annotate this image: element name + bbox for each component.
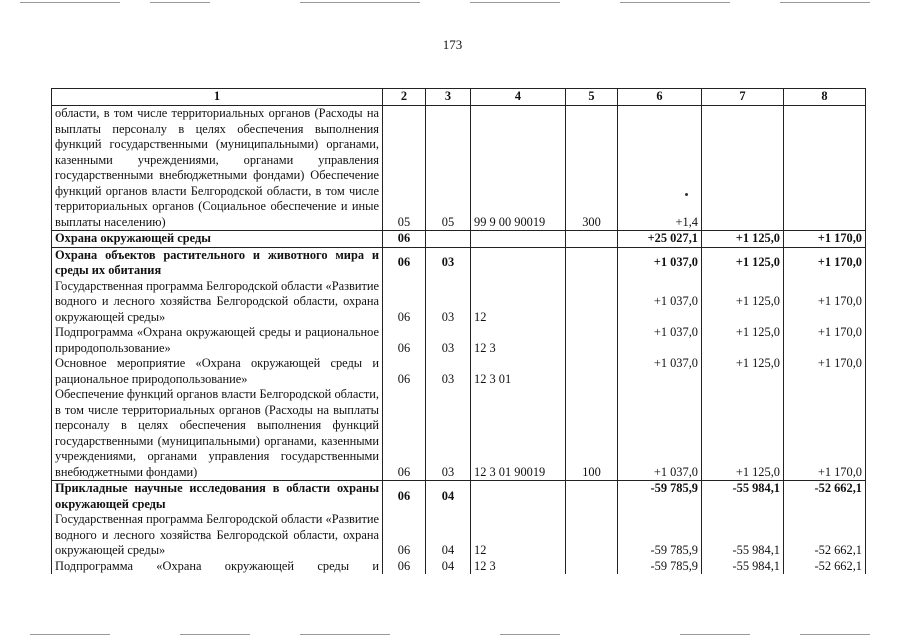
table-row xyxy=(52,279,866,326)
table-row xyxy=(52,356,866,387)
cell-expense-type xyxy=(566,279,618,326)
col-header-5: 5 xyxy=(566,89,618,106)
cell-section: 06 xyxy=(383,279,426,326)
col-header-7: 7 xyxy=(702,89,784,106)
cell-amount-1: +1 037,0 xyxy=(618,325,702,356)
cell-expense-type xyxy=(566,325,618,356)
table-row xyxy=(52,106,866,231)
row-description: Подпрограмма «Охрана окружающей среды и рациональное природопользование» xyxy=(52,325,383,356)
cell-subsection: 03 xyxy=(426,356,471,387)
cell-amount-3: +1 170,0 xyxy=(784,231,866,248)
row-description: Охрана окружающей среды xyxy=(52,231,383,248)
cell-amount-2: -55 984,1 xyxy=(702,481,784,513)
table-row xyxy=(52,325,866,356)
cell-target-article: 12 3 01 90019 xyxy=(471,387,566,481)
cell-expense-type xyxy=(566,481,618,513)
cell-amount-1: +1 037,0 xyxy=(618,279,702,326)
cell-amount-1: +1 037,0 xyxy=(618,247,702,279)
cell-amount-2: +1 125,0 xyxy=(702,231,784,248)
table-row xyxy=(52,387,866,481)
cell-expense-type xyxy=(566,559,618,575)
col-header-8: 8 xyxy=(784,89,866,106)
scan-speck xyxy=(685,193,688,196)
cell-expense-type: 300 xyxy=(566,106,618,231)
cell-amount-3: +1 170,0 xyxy=(784,279,866,326)
cell-amount-2: -55 984,1 xyxy=(702,559,784,575)
cell-section: 06 xyxy=(383,356,426,387)
scan-artifact-bottom xyxy=(0,634,905,636)
cell-section: 06 xyxy=(383,231,426,248)
cell-amount-2: -55 984,1 xyxy=(702,512,784,559)
table-row xyxy=(52,559,866,575)
cell-section: 05 xyxy=(383,106,426,231)
cell-section: 06 xyxy=(383,559,426,575)
scan-artifact-top xyxy=(0,2,905,4)
row-description: области, в том числе территориальных органов (Расходы на выплаты персоналу в целях обеспечения выполнения функций государственными (муниципальными) органами, казенными учреждениями, органами управления государственными внебюджетными фондами) Обеспечение функций органов власти Белгородской области, в том числе территориальных органов (Социальное обеспечение и иные выплаты населению) xyxy=(52,106,383,231)
col-header-6: 6 xyxy=(618,89,702,106)
cell-expense-type xyxy=(566,512,618,559)
cell-target-article: 99 9 00 90019 xyxy=(471,106,566,231)
cell-amount-1: +1 037,0 xyxy=(618,356,702,387)
cell-amount-1: +1,4 xyxy=(618,106,702,231)
table-row xyxy=(52,481,866,513)
cell-amount-2: +1 125,0 xyxy=(702,247,784,279)
cell-section: 06 xyxy=(383,247,426,279)
cell-target-article: 12 3 01 xyxy=(471,356,566,387)
cell-subsection: 03 xyxy=(426,325,471,356)
row-description: Подпрограмма «Охрана окружающей среды и xyxy=(52,559,383,575)
cell-expense-type: 100 xyxy=(566,387,618,481)
cell-amount-2: +1 125,0 xyxy=(702,325,784,356)
col-header-4: 4 xyxy=(471,89,566,106)
cell-section: 06 xyxy=(383,481,426,513)
cell-subsection: 04 xyxy=(426,559,471,575)
cell-amount-3: -52 662,1 xyxy=(784,481,866,513)
page-number: 173 xyxy=(442,37,463,52)
cell-amount-3: +1 170,0 xyxy=(784,325,866,356)
row-description: Основное мероприятие «Охрана окружающей среды и рациональное природопользование» xyxy=(52,356,383,387)
cell-amount-3: +1 170,0 xyxy=(784,247,866,279)
cell-section: 06 xyxy=(383,387,426,481)
cell-expense-type xyxy=(566,247,618,279)
row-description: Обеспечение функций органов власти Белгородской области, в том числе территориальных органов (Расходы на выплаты персоналу в целях обеспечения выполнения функций государственными (муниципальными) органами, казенными учреждениями, органами управления государственными внебюджетными фондами) xyxy=(52,387,383,481)
cell-amount-2: +1 125,0 xyxy=(702,356,784,387)
table-row xyxy=(52,512,866,559)
cell-expense-type xyxy=(566,231,618,248)
budget-table xyxy=(51,88,866,574)
row-description: Прикладные научные исследования в области охраны окружающей среды xyxy=(52,481,383,513)
table-row xyxy=(52,231,866,248)
table-row xyxy=(52,247,866,279)
cell-amount-3: +1 170,0 xyxy=(784,387,866,481)
cell-amount-2: +1 125,0 xyxy=(702,387,784,481)
cell-subsection: 03 xyxy=(426,279,471,326)
cell-amount-1: -59 785,9 xyxy=(618,512,702,559)
row-description: Охрана объектов растительного и животного мира и среды их обитания xyxy=(52,247,383,279)
table-header xyxy=(52,89,866,106)
cell-target-article xyxy=(471,231,566,248)
cell-subsection: 04 xyxy=(426,512,471,559)
row-description: Государственная программа Белгородской области «Развитие водного и лесного хозяйства Белгородской области, охрана окружающей среды» xyxy=(52,279,383,326)
cell-subsection: 04 xyxy=(426,481,471,513)
cell-subsection: 05 xyxy=(426,106,471,231)
cell-target-article xyxy=(471,481,566,513)
cell-subsection xyxy=(426,231,471,248)
cell-section: 06 xyxy=(383,325,426,356)
cell-subsection: 03 xyxy=(426,387,471,481)
row-description: Государственная программа Белгородской области «Развитие водного и лесного хозяйства Белгородской области, охрана окружающей среды» xyxy=(52,512,383,559)
cell-amount-1: -59 785,9 xyxy=(618,559,702,575)
cell-amount-2: +1 125,0 xyxy=(702,279,784,326)
cell-amount-1: -59 785,9 xyxy=(618,481,702,513)
cell-amount-3: -52 662,1 xyxy=(784,512,866,559)
cell-target-article xyxy=(471,247,566,279)
cell-amount-1: +1 037,0 xyxy=(618,387,702,481)
cell-amount-3: +1 170,0 xyxy=(784,356,866,387)
cell-amount-3 xyxy=(784,106,866,231)
cell-target-article: 12 xyxy=(471,512,566,559)
col-header-3: 3 xyxy=(426,89,471,106)
cell-subsection: 03 xyxy=(426,247,471,279)
cell-target-article: 12 3 xyxy=(471,559,566,575)
cell-section: 06 xyxy=(383,512,426,559)
col-header-1: 1 xyxy=(52,89,383,106)
cell-amount-2 xyxy=(702,106,784,231)
cell-target-article: 12 3 xyxy=(471,325,566,356)
cell-expense-type xyxy=(566,356,618,387)
cell-amount-3: -52 662,1 xyxy=(784,559,866,575)
cell-target-article: 12 xyxy=(471,279,566,326)
col-header-2: 2 xyxy=(383,89,426,106)
cell-amount-1: +25 027,1 xyxy=(618,231,702,248)
